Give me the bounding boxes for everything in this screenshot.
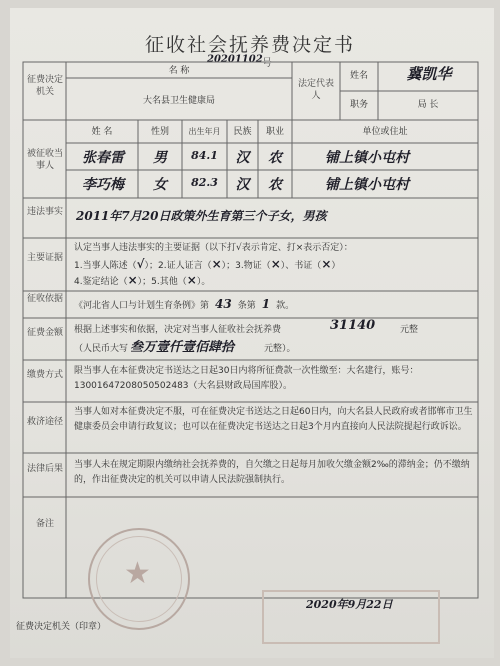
rep-position-label: 职务 [349,100,368,110]
rep-name-label: 姓名 [349,71,368,81]
subjects-label: 被征收当事人 [26,149,63,171]
evidence-witness-label: ）；2.证人证言（ [144,261,212,271]
subject-1-job: 农 [268,150,282,166]
subject-1-name: 张春雷 [82,150,124,166]
basis-law: 《河北省人口与计划生育条例》第 [74,301,210,311]
seal-label: 征费决定机关（印章） [16,622,107,632]
violation-text: 2011年7月20日政策外生育第三个子女，男孩 [76,209,327,223]
amount-label: 征费金额 [26,328,63,338]
document-title: 征收社会抚养费决定书 [144,34,355,56]
seal-star-icon: ★ [124,556,151,591]
amount-figure: 31140 [330,318,376,333]
evidence-witness-mark: × [211,257,222,271]
subject-1-ethnic: 汉 [235,150,250,166]
payment-text: 限当事人在本征费决定书送达之日起30日内将所征费款一次性缴至：大名建行，账号：13001647208050502483（大名县财政局国库股）。 [74,366,419,391]
evidence-line3-end: ）。 [196,277,211,287]
collector-name: 大名县卫生健康局 [142,96,215,106]
col-address-header: 单位或住址 [362,127,408,137]
evidence-appraisal-mark: × [127,273,138,287]
subject-2-address: 铺上镇小屯村 [325,177,409,193]
basis-clause: 1 [261,297,271,311]
violation-label: 违法事实 [26,207,63,217]
subject-2-name: 李巧梅 [82,177,124,193]
evidence-document-label: ）、书证（ [280,261,322,271]
remedy-text: 当事人如对本征费决定不服，可在征费决定书送达之日起60日内，向大名县人民政府或者邯郸市卫生健康委员会申请行政复议；也可以在征费决定书送达之日起3个月内直接向人民法院提起行政诉讼。 [74,407,473,432]
evidence-appraisal-label: 4.鉴定结论（ [74,277,128,287]
legal-rep-label: 法定代表人 [297,79,334,101]
evidence-statement-mark: √ [136,257,145,271]
amount-unit: 元整 [400,325,419,335]
rep-name-value: 冀凯华 [406,65,452,83]
evidence-other-mark: × [186,273,197,287]
col-job-header: 职业 [265,127,284,137]
amount-words-unit: 元整）。 [264,344,296,354]
evidence-statement-label: 1.当事人陈述（ [74,261,137,271]
amount-intro: 根据上述事实和依据，决定对当事人征收社会抚养费 [74,325,282,335]
collector-name-header: 名 称 [168,66,190,76]
payment-label: 缴费方式 [26,370,63,380]
evidence-intro: 认定当事人违法事实的主要证据（以下打√表示肯定、打×表示否定）： [74,243,353,253]
col-name-header: 姓 名 [91,127,113,137]
document-number: 20201102 [207,54,263,65]
legal-label: 法律后果 [26,464,63,474]
subject-2-gender: 女 [153,177,167,193]
evidence-physical-label: ）；3.物证（ [221,261,271,271]
basis-clause-suffix: 款。 [276,301,295,311]
evidence-line2-end: ） [331,261,341,271]
remarks-label: 备注 [35,519,54,529]
subject-2-job: 农 [268,177,282,193]
collector-label: 征费决定机关 [26,75,63,97]
subject-1-birth: 84.1 [191,149,218,162]
amount-words-line [74,341,296,356]
basis-label: 征收依据 [26,294,63,304]
subject-1-address: 铺上镇小屯村 [325,150,409,166]
remedy-label: 救济途径 [26,417,63,427]
amount-words-prefix: （人民币大写 [74,344,129,354]
col-gender-header: 性别 [150,127,169,137]
subject-2-ethnic: 汉 [235,177,250,193]
evidence-other-label: ）；5.其他（ [137,277,187,287]
evidence-line-3 [74,273,478,289]
subject-2-birth: 82.3 [191,176,218,189]
subject-1-gender: 男 [153,150,167,166]
rep-position-value: 局 长 [417,100,439,110]
col-ethnic-header: 民族 [233,127,252,137]
evidence-label: 主要证据 [26,253,63,263]
evidence-physical-mark: × [270,257,281,271]
basis-article-suffix: 条第 [237,301,256,311]
basis-text [74,297,478,313]
document-number-suffix: 号 [262,58,272,69]
evidence-document-mark: × [321,257,332,271]
evidence-line-2 [74,257,478,273]
decision-date: 2020年9月22日 [306,598,393,611]
col-birth-header: 出生年月 [188,127,221,136]
official-seal [88,528,190,630]
basis-article: 43 [215,297,232,311]
amount-words: 叁万壹仟壹佰肆拾 [130,340,235,355]
legal-text: 当事人未在规定期限内缴纳社会抚养费的，自欠缴之日起每月加收欠缴金额2‰的滞纳金；仍不缴纳的，作出征费决定的机关可以申请人民法院强制执行。 [74,460,470,485]
